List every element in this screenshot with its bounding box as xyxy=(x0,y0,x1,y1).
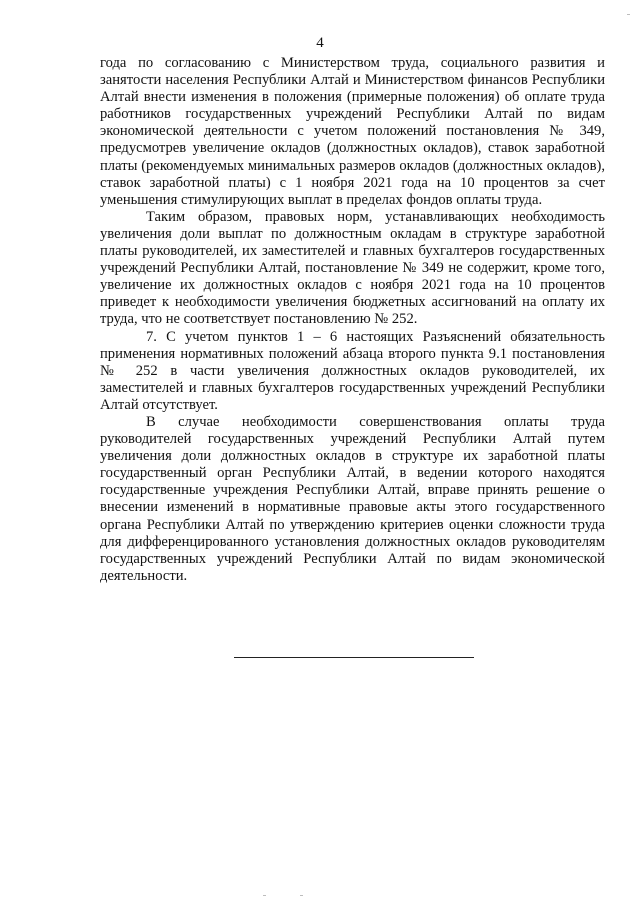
paragraph-improvement: В случае необходимости совершенствования оплаты труда руководителей государственных учреждений Республики Алтай путем увеличения доли должностных окладов в структуре их заработной платы государственный орган Республики Алтай, в ведении которого находятся государственные учреждения Республики Алтай, вправе принять решение о внесении изменений в нормативные правовые акты этого государственного органа Республики Алтай по утверждению критериев оценки сложности труда для дифференцированного установления должностных окладов руководителям государственных учреждений Республики Алтай по видам экономической деятельности. xyxy=(100,413,605,584)
scan-artifact xyxy=(300,895,303,896)
paragraph-continuation: года по согласованию с Министерством труда, социального развития и занятости населения Республики Алтай и Министерством финансов Республики Алтай внести изменения в положения (примерные положения) об оплате труда работников государственных учреждений Республики Алтай по видам экономической деятельности с учетом положений постановления № 349, предусмотрев увеличение окладов (должностных окладов), ставок заработной платы (рекомендуемых минимальных размеров окладов (должностных окладов), ставок заработной платы) с 1 ноября 2021 года на 10 процентов за счет уменьшения стимулирующих выплат в пределах фондов оплаты труда. xyxy=(100,55,605,208)
scan-artifact xyxy=(263,895,266,896)
paragraph-item-7: 7. С учетом пунктов 1 – 6 настоящих Разъяснений обязательность применения нормативных положений абзаца второго пункта 9.1 постановления № 252 в части увеличения должностных окладов руководителей, их заместителей и главных бухгалтеров государственных учреждений Республики Алтай отсутствует. xyxy=(100,328,605,413)
page-number: 4 xyxy=(316,35,324,51)
end-separator-line xyxy=(234,657,474,658)
paragraph-conclusion: Таким образом, правовых норм, устанавливающих необходимость увеличения доли выплат по должностным окладам в структуре заработной платы руководителей, их заместителей и главных бухгалтеров государственных учреждений Республики Алтай, постановление № 349 не содержит, кроме того, увеличение их должностных окладов с ноября 2021 года на 10 процентов приведет к необходимости увеличения бюджетных ассигнований на оплату их труда, что не соответствует постановлению № 252. xyxy=(100,208,605,328)
document-body xyxy=(100,55,605,585)
scan-artifact xyxy=(627,14,630,15)
